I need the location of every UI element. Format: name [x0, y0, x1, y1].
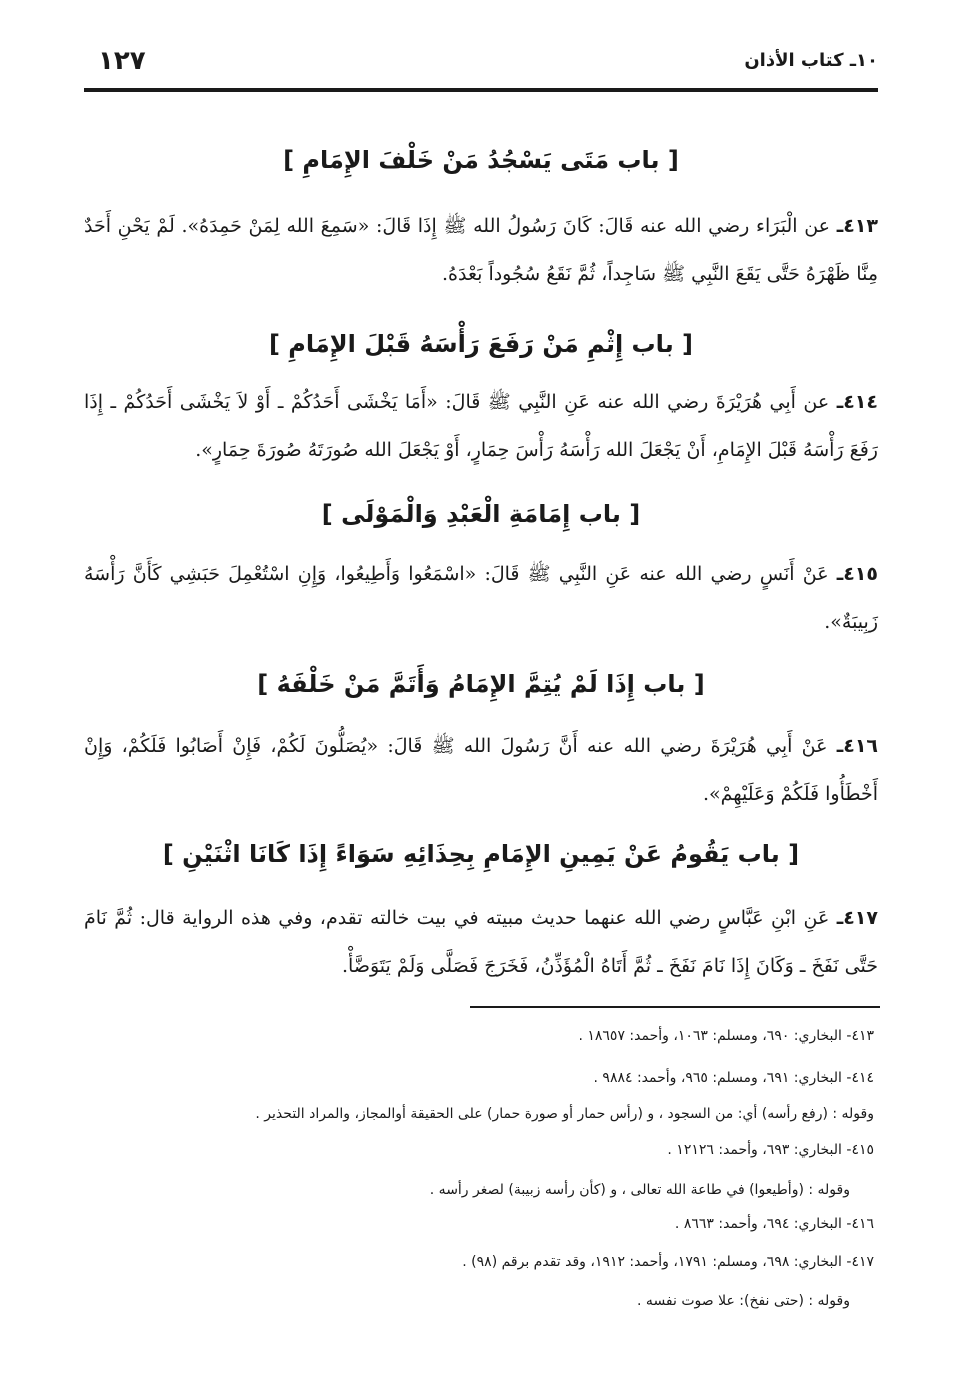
hadith-414 — [84, 378, 878, 474]
hadith-number: ٤١٣ـ — [836, 215, 878, 237]
footnote: ٤١٤- البخاري: ٦٩١، ومسلم: ٩٦٥، وأحمد: ٩٨٨٤ . — [593, 1070, 874, 1086]
hadith-text: عَنِ ابْنِ عَبَّاسٍ رضي الله عنهما حديث مبيته في بيت خالته تقدم، وفي هذه الرواية قال: ثُمَّ نَامَ حَتَّى نَفَخَ ـ وَكَانَ إِذَا نَامَ نَفَخَ ـ ثُمَّ أَتَاهُ الْمُؤَذِّنُ، فَخَرَجَ فَصَلَّى وَلَمْ يَتَوَضَّأْ. — [84, 907, 878, 977]
hadith-415 — [84, 550, 878, 646]
running-title: ١٠ـ كتاب الأذان — [744, 50, 878, 71]
footnote: وقوله : (رفع رأسه) أي: من السجود ، و (رأس حمار أو صورة حمار) على الحقيقة أوالمجاز، والمراد التحذير . — [255, 1106, 874, 1122]
section-heading: [ باب إِثْمِ مَنْ رَفَعَ رَأْسَهُ قَبْلَ الإِمَامِ ] — [268, 330, 694, 358]
footnote: ٤١٣- البخاري: ٦٩٠، ومسلم: ١٠٦٣، وأحمد: ١٨٦٥٧ . — [578, 1028, 874, 1044]
header-rule — [84, 88, 878, 92]
hadith-416 — [84, 722, 878, 818]
hadith-413 — [84, 202, 878, 298]
section-heading: [ باب إِمَامَةِ الْعَبْدِ وَالْمَوْلَى ] — [321, 500, 641, 528]
hadith-text: عن الْبَرَاء رضي الله عنه قَالَ: كَانَ رَسُولُ الله ﷺ إِذَا قَالَ: «سَمِعَ الله لِمَنْ حَمِدَهُ». لَمْ يَحْنِ أَحَدٌ مِنَّا ظَهْرَهُ حَتَّى يَقَعَ النَّبِي ﷺ سَاجِداً، ثُمَّ نَقَعُ سُجُوداً بَعْدَهُ. — [84, 215, 878, 285]
hadith-417 — [84, 894, 878, 990]
footnote: وقوله : (وأطيعوا) في طاعة الله تعالى ، و (كأن رأسه زبيبة) لصغر رأسه . — [429, 1182, 850, 1198]
hadith-number: ٤١٧ـ — [836, 907, 878, 929]
section-heading: [ باب يَقُومُ عَنْ يَمِينِ الإِمَامِ بِحِذَائِهِ سَوَاءً إِذَا كَانَا اثْنَيْنِ ] — [162, 840, 800, 868]
footnote: وقوله : (حتى نفخ): علا صوت نفسه . — [637, 1293, 850, 1309]
hadith-text: عن أَبِي هُرَيْرَةَ رضي الله عنه عَنِ النَّبِي ﷺ قَالَ: «أَمَا يَخْشَى أَحَدُكُمْ ـ أَوْ لاَ يَخْشَى أَحَدُكُمْ ـ إِذَا رَفَعَ رَأْسَهُ قَبْلَ الإِمَامِ، أَنْ يَجْعَلَ الله رَأْسَهُ رَأْسَ حِمَارٍ، أَوْ يَجْعَلَ الله صُورَتَهُ صُورَةَ حِمَارٍ». — [84, 391, 878, 461]
hadith-number: ٤١٥ـ — [836, 563, 878, 585]
footnote: ٤١٧- البخاري: ٦٩٨، ومسلم: ١٧٩١، وأحمد: ١٩١٢، وقد تقدم برقم (٩٨) . — [462, 1254, 874, 1270]
page-number: ١٢٧ — [98, 46, 146, 76]
hadith-number: ٤١٤ـ — [836, 391, 878, 413]
page-header — [84, 44, 878, 84]
hadith-text: عَنْ أَبِي هُرَيْرَةَ رضي الله عنه أَنَّ رَسُولَ الله ﷺ قَالَ: «يُصَلُّونَ لَكُمْ، فَإِنْ أَصَابُوا فَلَكُمْ، وَإِنْ أَخْطَأُوا فَلَكُمْ وَعَلَيْهِمْ». — [84, 735, 878, 805]
section-heading: [ باب مَتَى يَسْجُدُ مَنْ خَلْفَ الإِمَامِ ] — [283, 146, 679, 174]
footnotes-rule — [470, 1006, 880, 1008]
footnote: ٤١٥- البخاري: ٦٩٣، وأحمد: ١٢١٢٦ . — [667, 1142, 874, 1158]
footnote: ٤١٦- البخاري: ٦٩٤، وأحمد: ٨٦٦٣ . — [674, 1216, 874, 1232]
section-heading: [ باب إِذَا لَمْ يُتِمَّ الإِمَامُ وَأَتَمَّ مَنْ خَلْفَهُ ] — [257, 670, 705, 698]
hadith-text: عَنْ أَنَسٍ رضي الله عنه عَنِ النَّبِي ﷺ قَالَ: «اسْمَعُوا وَأَطِيعُوا، وَإِنِ اسْتُعْمِلَ حَبَشِي كَأَنَّ رَأْسَهُ زَبِيبَةٌ». — [84, 563, 878, 633]
hadith-number: ٤١٦ـ — [836, 735, 879, 757]
